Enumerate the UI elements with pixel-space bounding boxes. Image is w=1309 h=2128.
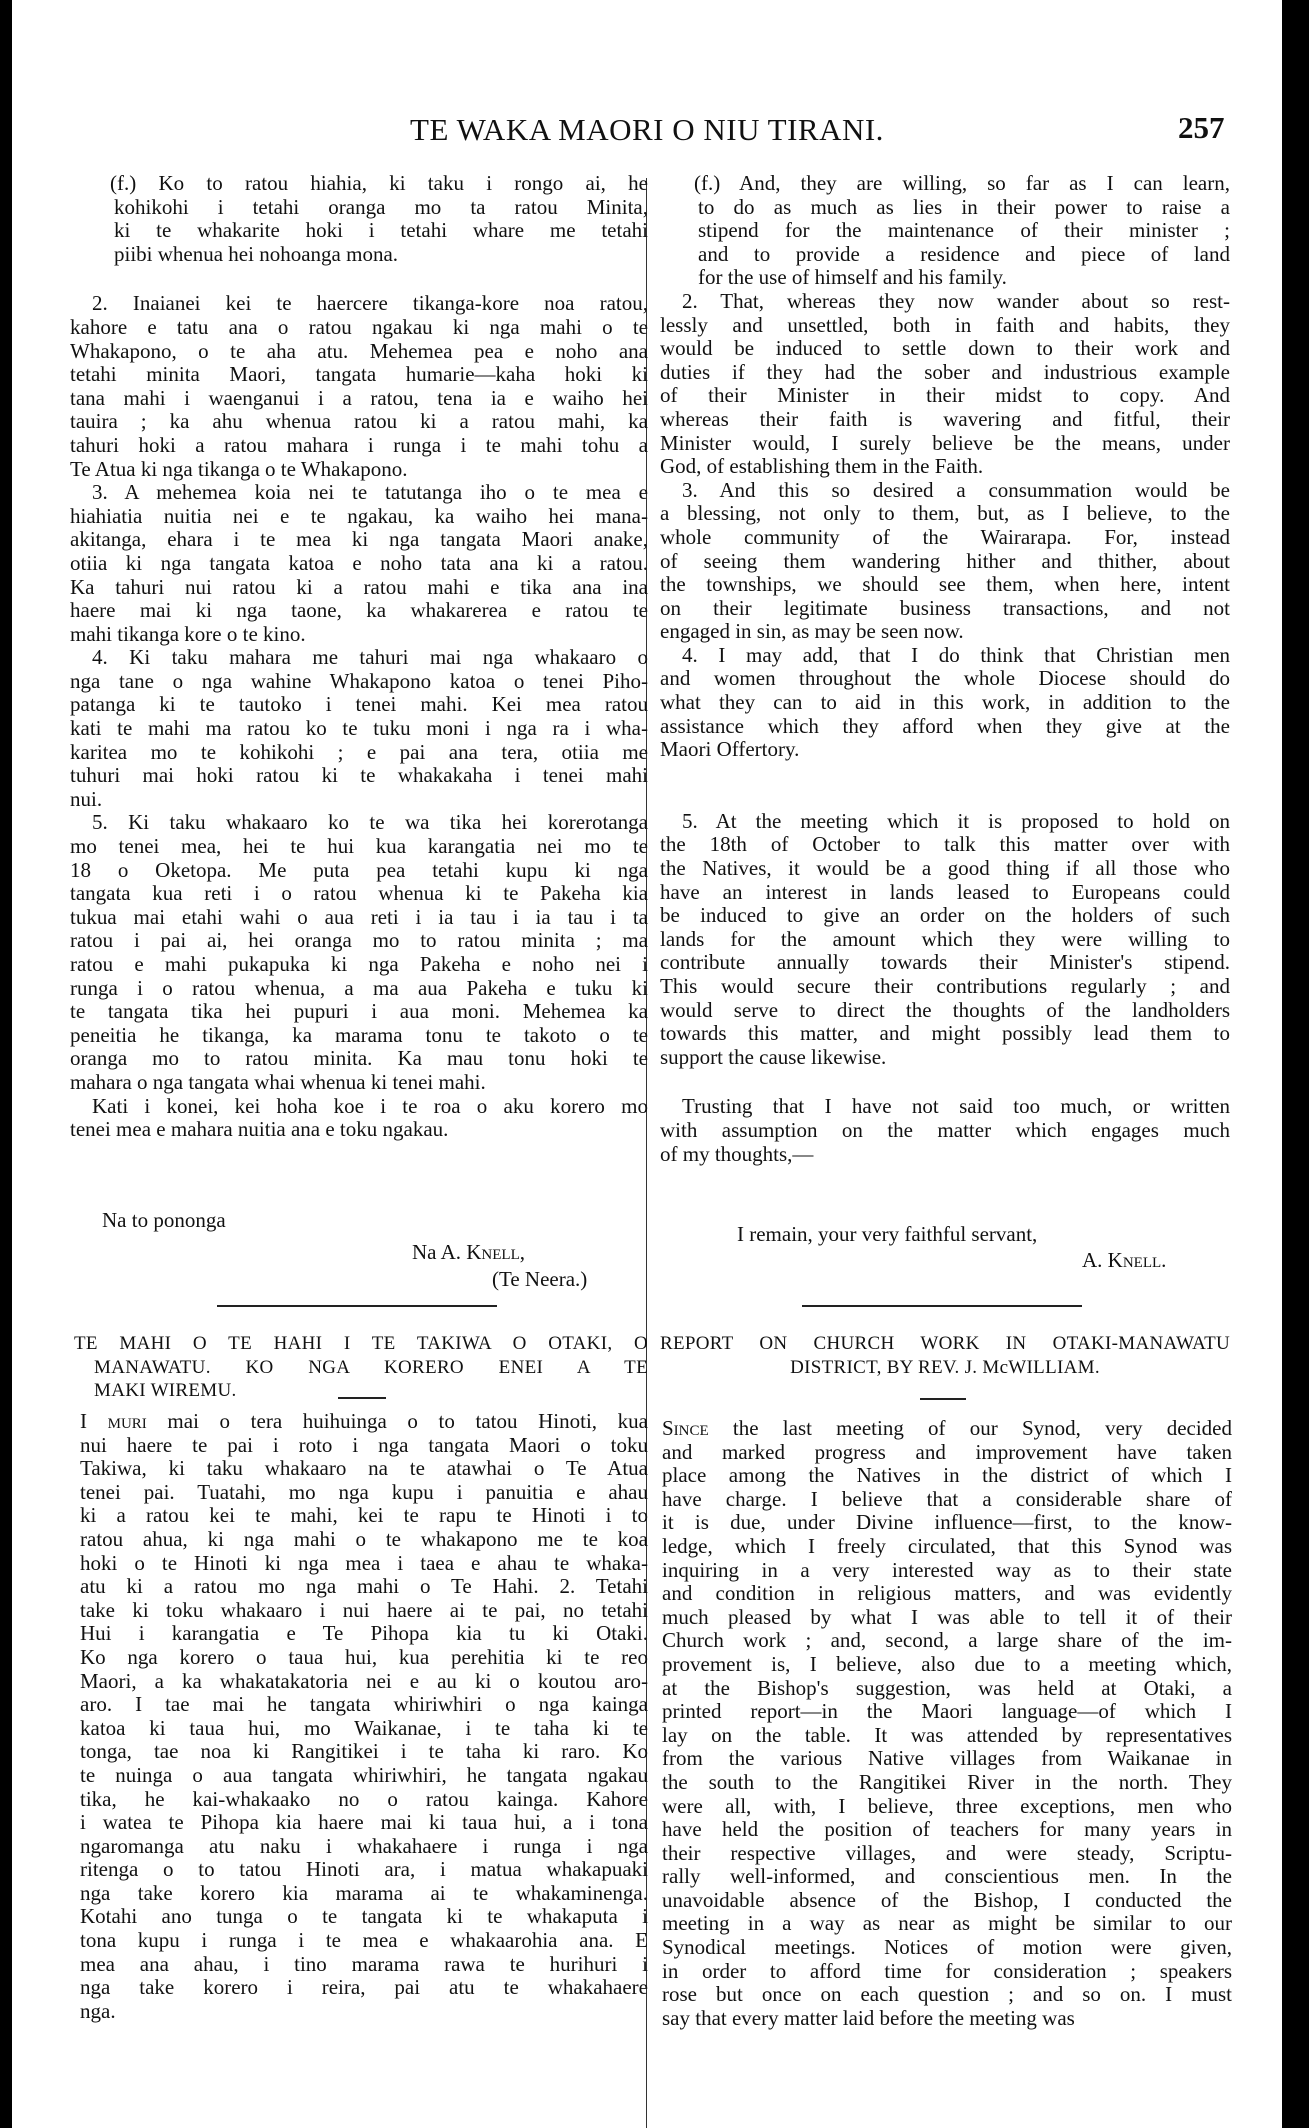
text-line: ratou i pai ai, hei oranga mo to ratou minita ; ma <box>70 928 648 953</box>
text-line: assistance which they afford when they give at the <box>660 713 1230 738</box>
text-line: a blessing, not only to them, but, as I believe, to the <box>660 501 1230 526</box>
paragraph-5-english <box>660 810 1230 1070</box>
text-line: of their Minister in their midst to copy. And <box>660 383 1230 408</box>
text-line: peneitia he tikanga, ka marama tonu te takoto o te <box>70 1022 648 1047</box>
text-line: with assumption on the matter which engages much <box>660 1117 1230 1142</box>
text-line: karitea mo te kohikohi ; e pai ana tera, otiia me <box>70 739 648 764</box>
signature-prefix: Na A. <box>412 1240 467 1264</box>
text-line: tika, he kai-whakaako no o ratou kainga. Kahore <box>80 1786 648 1811</box>
text-line: at the Bishop's suggestion, was held at Otaki, a <box>662 1675 1232 1700</box>
valediction-maori: Na to pononga <box>102 1208 226 1232</box>
closing-english <box>660 1095 1230 1166</box>
opening-small-caps: I muri <box>80 1409 147 1433</box>
text-line: TE MAHI O TE HAHI I TE TAKIWA O OTAKI, O <box>74 1333 648 1354</box>
text-line: This would secure their contributions regularly ; and <box>660 974 1230 998</box>
text-line: tahuri hoki a ratou mahara i runga i te mahi tohu a <box>70 432 648 457</box>
text-line: 2. That, whereas they now wander about so rest- <box>682 288 1230 313</box>
text-line: the townships, we should see them, when here, intent <box>660 572 1230 597</box>
text-line: nga. <box>80 1998 116 2023</box>
text-line: engaged in sin, as may be seen now. <box>660 619 964 644</box>
text-line: akitanga, ehara i te mea ki nga tangata Maori anake, <box>70 527 648 552</box>
text-line: mahara o nga tangata whai whenua ki tenei mahi. <box>70 1069 486 1094</box>
paragraph-4-english <box>660 644 1230 762</box>
opening-line-rest: mai o tera huihuinga o to tatou Hinoti, kua <box>146 1409 648 1433</box>
text-line: Maori Offertory. <box>660 737 800 762</box>
text-line: what they can to aid in this work, in addition to the <box>660 690 1230 715</box>
text-line: nui haere te pai i roto i nga tangata Maori o toku <box>80 1432 648 1457</box>
heading-rule-right <box>920 1398 966 1400</box>
text-line: and to provide a residence and piece of land <box>698 241 1230 266</box>
text-line: Ko nga korero o taua hui, kua perehitia ki te reo <box>80 1644 648 1669</box>
paragraph-f-english <box>660 172 1230 290</box>
text-line: (f.) Ko to ratou hiahia, ki taku i rongo ai, he <box>110 171 648 195</box>
text-line: tona kupu i runga i te mea e whakaarohia ana. E <box>80 1928 648 1953</box>
text-line: kahore e tatu ana o ratou ngakau ki nga mahi o te <box>70 314 648 339</box>
section-heading-english <box>660 1332 1230 1379</box>
text-line: Minister would, I surely believe be the means, under <box>660 430 1230 455</box>
right-column-report-english <box>662 1417 1232 2030</box>
heading-rule-left <box>338 1397 386 1399</box>
text-line: 5. At the meeting which it is proposed to hold on <box>682 808 1230 833</box>
section-heading-maori <box>74 1332 648 1403</box>
text-line: in order to afford time for consideration ; speakers <box>662 1958 1232 1983</box>
text-line: kati te mahi ma ratou ko te tuku moni i nga ra i wha- <box>70 716 648 741</box>
text-line: and marked progress and improvement have taken <box>662 1439 1232 1464</box>
text-line: mea ana ahau, i tino marama rawa te hurihuri i <box>80 1951 648 1976</box>
text-line: DISTRICT, BY REV. J. McWILLIAM. <box>790 1356 1100 1378</box>
text-line: runga i o ratou whenua, a ma aua Pakeha e tuku ki <box>70 975 648 1000</box>
page-number: 257 <box>1178 110 1225 145</box>
text-line: ngaromanga atu naku i whakahaere i runga i nga <box>80 1833 648 1858</box>
text-line: lessly and unsettled, both in faith and habits, they <box>660 312 1230 337</box>
text-line: Te Atua ki nga tikanga o te Whakapono. <box>70 456 408 481</box>
text-line: 2. Inaianei kei te haercere tikanga-kore noa ratou, <box>92 291 648 316</box>
text-line: nui. <box>70 786 103 811</box>
text-line: and women throughout the whole Diocese should do <box>660 666 1230 691</box>
text-line: Synodical meetings. Notices of motion were given, <box>662 1935 1232 1960</box>
text-line: Church work ; and, second, a large share of the im- <box>662 1628 1232 1653</box>
text-line: hiahiatia nuitia nei e te ngakau, ka waiho hei mana- <box>70 503 648 528</box>
text-line: have held the position of teachers for many years in <box>662 1817 1232 1842</box>
text-line: nga take korero kia marama ai te whakaminenga. <box>80 1880 648 1905</box>
document-page <box>12 0 1282 2128</box>
text-line: tukua mai etahi wahi o aua reti i ia tau i ia tau i ta <box>70 904 648 929</box>
text-line: ki te whakarite hoki i tetahi whare me tetahi <box>114 218 648 243</box>
text-line: Hui i karangatia e Te Pihopa kia tu ki Otaki. <box>80 1621 648 1646</box>
paragraph-3-maori <box>70 481 648 646</box>
text-line: God, of establishing them in the Faith. <box>660 454 984 479</box>
text-line: much pleased by what I was able to tell it of their <box>662 1604 1232 1629</box>
text-line: aro. I tae mai he tangata whiriwhiri o nga kainga <box>80 1692 648 1717</box>
text-line: tauira ; ka ahu whenua ratou ki a ratou mahi, ka <box>70 409 648 434</box>
text-line: Maori, a ka whakatakatoria nei e au ki o koutou aro- <box>80 1668 648 1693</box>
text-line: 5. Ki taku whakaaro ko te wa tika hei korerotanga <box>92 810 648 835</box>
text-line: would be induced to settle down to their work and <box>660 336 1230 361</box>
text-line: of seeing them wandering hither and thither, about <box>660 548 1230 573</box>
text-line: Whakapono, o te aha atu. Mehemea pea e noho ana <box>70 338 648 363</box>
text-line: be induced to give an order on the holders of such <box>660 903 1230 928</box>
signature-name-english: Knell. <box>1107 1248 1167 1272</box>
text-line-first <box>662 1417 1232 1441</box>
text-line: whole community of the Wairarapa. For, instead <box>660 524 1230 549</box>
text-line: place among the Natives in the district of which I <box>662 1463 1232 1488</box>
closing-maori <box>70 1095 648 1142</box>
text-line: mo tenei mea, hei te hui kua karangatia nei mo te <box>70 834 648 859</box>
text-line: ledge, which I freely circulated, that this Synod was <box>662 1533 1232 1558</box>
left-column-maori-letter <box>70 172 648 1142</box>
signature-name: Knell, <box>466 1240 525 1264</box>
paragraph-2-english <box>660 290 1230 479</box>
text-line: ratou e mahi pukapuka ki nga Pakeha e noho nei i <box>70 952 648 976</box>
text-line: rose but once on each question ; and so on. I must <box>662 1982 1232 2007</box>
text-line: atu ki a ratou mo nga mahi o Te Hahi. 2. Tetahi <box>80 1574 648 1599</box>
text-line: ritenga o to tatou Hinoti ara, i matua whakapuaki <box>80 1857 648 1882</box>
text-line: the Natives, it would be a good thing if all those who <box>660 856 1230 881</box>
text-line: tangata kua reti i o ratou whenua ki te Pakeha kia <box>70 881 648 906</box>
text-line: hoki o te Hinoti ki nga mea i taea e ahau te whaka- <box>80 1550 648 1575</box>
text-line: ki a ratou kei te mahi, kei te rapu te Hinoti i to <box>80 1503 648 1528</box>
text-line: provement is, I believe, also due to a meeting which, <box>662 1651 1232 1676</box>
text-line: kohikohi i tetahi oranga mo ta ratou Minita, <box>114 194 648 219</box>
text-line: towards this matter, and might possibly lead them to <box>660 1021 1230 1046</box>
text-line: would serve to direct the thoughts of the landholders <box>660 997 1230 1022</box>
paragraph-f-maori <box>70 172 648 266</box>
text-line: i watea te Pihopa kia haere mai ki taua hui, a i tona <box>80 1810 648 1835</box>
paragraph-5-maori <box>70 811 648 1094</box>
text-line: were all, with, I believe, three exceptions, men who <box>662 1793 1232 1818</box>
text-line: nga tane o nga wahine Whakapono katoa o tenei Piho- <box>70 668 648 693</box>
text-line: nga take korero i reira, pai atu te whakahaere <box>80 1975 648 2000</box>
valediction-english: I remain, your very faithful servant, <box>737 1222 1038 1246</box>
text-line: tenei pai. Tuatahi, mo nga kupu i panuitia e ahau <box>80 1479 648 1504</box>
text-line: piibi whenua hei nohoanga mona. <box>114 241 399 266</box>
text-line: Trusting that I have not said too much, or written <box>682 1094 1230 1119</box>
text-line: to do as much as lies in their power to raise a <box>698 194 1230 219</box>
text-line: MAKI WIREMU. <box>94 1380 237 1402</box>
text-line: unavoidable absence of the Bishop, I conducted the <box>662 1887 1232 1912</box>
signature-alias: (Te Neera.) <box>492 1267 588 1291</box>
text-line: te tangata tika hei pupuri i aua moni. Mehemea ka <box>70 999 648 1024</box>
text-line: have charge. I believe that a considerable share of <box>662 1486 1232 1511</box>
text-line: tetahi minita Maori, tangata humarie—kaha hoki ki <box>70 362 648 387</box>
text-line: 4. I may add, that I do think that Christian men <box>682 642 1230 667</box>
text-line: (f.) And, they are willing, so far as I can learn, <box>694 171 1230 195</box>
text-line: whereas their faith is wavering and fitful, their <box>660 406 1230 431</box>
text-line: MANAWATU. KO NGA KORERO ENEI A TE <box>94 1356 648 1378</box>
report-english-body <box>662 1417 1232 2030</box>
text-line: rally well-informed, and conscientious men. In the <box>662 1864 1232 1889</box>
paragraph-2-maori <box>70 292 648 481</box>
text-line: te nuinga o aua tangata whiriwhiri, he tangata ngakau <box>80 1762 648 1787</box>
text-line: stipend for the maintenance of their minister ; <box>698 218 1230 243</box>
text-line: support the cause likewise. <box>660 1044 887 1069</box>
right-column-english-letter <box>660 172 1230 1166</box>
text-line: tana mahi i waenganui i a ratou, tena ia e waiho hei <box>70 385 648 410</box>
text-line: Kotahi ano tunga o te tangata ki te whakaputa i <box>80 1904 648 1929</box>
text-line: on their legitimate business transactions, and not <box>660 595 1230 620</box>
text-line: tenei mea e mahara nuitia ana e toku ngakau. <box>70 1117 449 1142</box>
text-line: 4. Ki taku mahara me tahuri mai nga whakaaro o <box>92 645 648 670</box>
text-line: tuhuri mai hoki ratou ki te whakakaha i tenei mahi <box>70 763 648 788</box>
text-line: 18 o Oketopa. Me puta pea tetahi kupu ki nga <box>70 857 648 882</box>
signature-english <box>1082 1248 1166 1273</box>
text-line: mahi tikanga kore o te kino. <box>70 621 306 646</box>
text-line: contribute annually towards their Minister's stipend. <box>660 950 1230 975</box>
signature-maori <box>412 1240 525 1265</box>
paragraph-4-maori <box>70 646 648 811</box>
text-line: their respective villages, and were steady, Scriptu- <box>662 1840 1232 1865</box>
text-line: have an interest in lands leased to Europeans could <box>660 879 1230 904</box>
opening-small-caps: Since <box>662 1416 709 1440</box>
text-line: meeting in a way as near as might be similar to our <box>662 1911 1232 1936</box>
text-line: 3. And this so desired a consummation would be <box>682 477 1230 502</box>
text-line: Takiwa, ki taku whakaaro na te atawhai o Te Atua <box>80 1456 648 1481</box>
report-maori-body <box>80 1410 648 2023</box>
text-line: patanga ki te tautoko i tenei mahi. Kei mea ratou <box>70 692 648 717</box>
text-line: and condition in religious matters, and was evidently <box>662 1581 1232 1606</box>
text-line: say that every matter laid before the meeting was <box>662 2005 1075 2030</box>
opening-line-rest: the last meeting of our Synod, very decided <box>708 1416 1232 1440</box>
text-line: for the use of himself and his family. <box>698 265 1007 290</box>
left-column-report-maori <box>80 1410 648 2023</box>
text-line: the 18th of October to talk this matter over with <box>660 832 1230 857</box>
text-line: Kati i konei, kei hoha koe i te roa o aku korero mo <box>92 1093 648 1118</box>
text-line-first <box>80 1410 648 1434</box>
text-line: 3. A mehemea koia nei te tatutanga iho o te mea e <box>92 480 648 505</box>
text-line: inquiring in a very interested way as to their state <box>662 1557 1232 1582</box>
text-line: Ka tahuri nui ratou ki a ratou mahi e tika ana ina <box>70 574 648 599</box>
signature-prefix-english: A. <box>1082 1248 1108 1272</box>
text-line: lay on the table. It was attended by representatives <box>662 1722 1232 1747</box>
paragraph-3-english <box>660 479 1230 644</box>
text-line: of my thoughts,— <box>660 1141 814 1166</box>
text-line: take ki toku whakaaro i nui haere ai te pai, no tetahi <box>80 1597 648 1622</box>
text-line: it is due, under Divine influence—first, to the know- <box>662 1510 1232 1535</box>
text-line: tonga, tae noa ki Rangitikei i te taha ki raro. Ko <box>80 1739 648 1764</box>
section-divider-right <box>802 1305 1082 1307</box>
text-line: from the various Native villages from Waikanae in <box>662 1746 1232 1771</box>
text-line: otiia ki nga tangata katoa e noho tata ana ki a ratou. <box>70 550 648 575</box>
section-divider-left <box>217 1305 497 1307</box>
text-line: katoa ki taua hui, mo Waikanae, i te taha ki te <box>80 1715 648 1740</box>
text-line: printed report—in the Maori language—of which I <box>662 1699 1232 1724</box>
text-line: REPORT ON CHURCH WORK IN OTAKI-MANAWATU <box>660 1333 1230 1354</box>
text-line: duties if they had the sober and industrious example <box>660 359 1230 384</box>
text-line: oranga mo to ratou minita. Ka mau tonu hoki te <box>70 1046 648 1071</box>
text-line: lands for the amount which they were willing to <box>660 926 1230 951</box>
text-line: ratou ahua, ki nga mahi o te whakapono me te koa <box>80 1526 648 1551</box>
text-line: the south to the Rangitikei River in the north. They <box>662 1769 1232 1794</box>
running-head: TE WAKA MAORI O NIU TIRANI. <box>410 112 884 147</box>
text-line: haere mai ki nga taone, ka whakarerea e ratou te <box>70 598 648 623</box>
